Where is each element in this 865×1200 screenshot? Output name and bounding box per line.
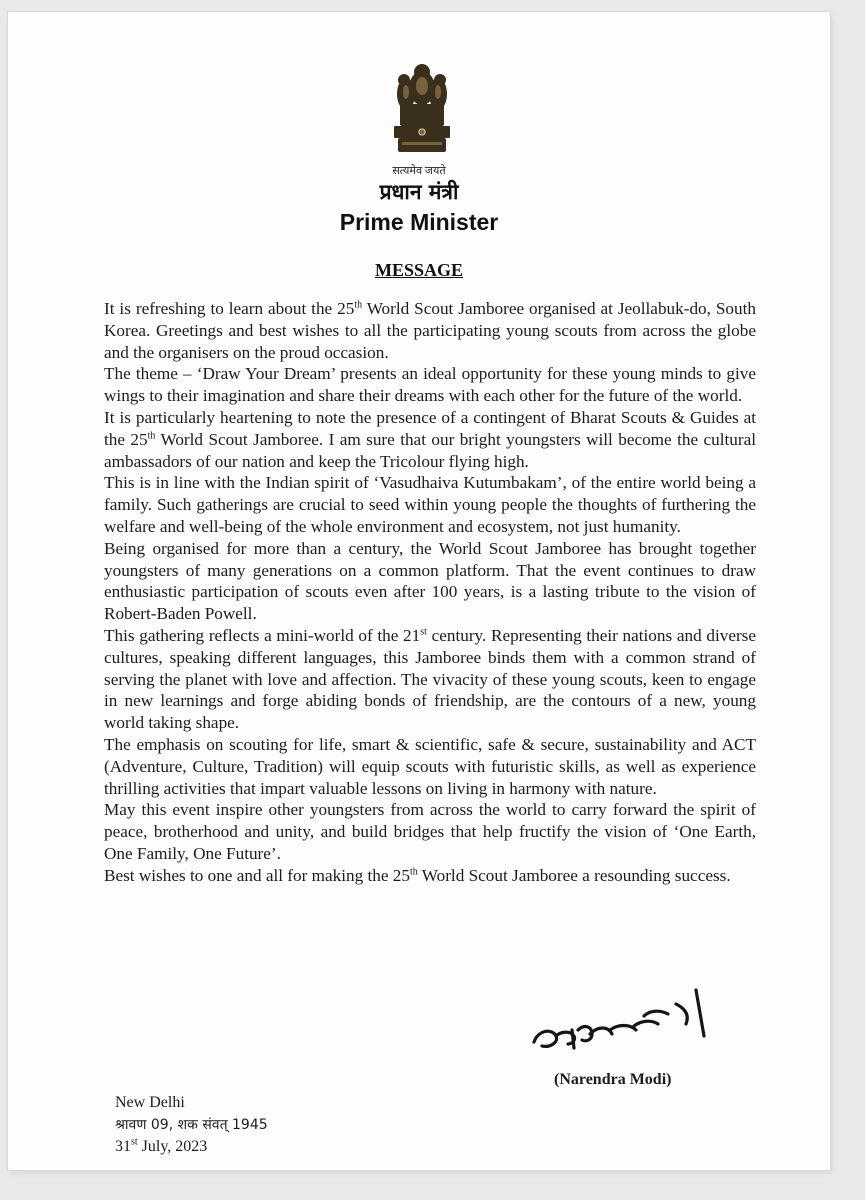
- message-paragraph: [104, 625, 756, 734]
- paragraph-text: This is in line with the Indian spirit of ‘Vasudhaiva Kutumbakam’, of the entire world being a family. Such gatherings are crucial to seed within young people the thoughts of furthering the welfare and well-being of the whole environment and ecosystem, not just humanity.: [104, 473, 756, 536]
- paragraph-text: The emphasis on scouting for life, smart & scientific, safe & secure, sustainability and ACT (Adventure, Culture, Tradition) will equip scouts with futuristic skills, as well as experience thrilling activities that impart valuable lessons on living in harmony with nature.: [104, 734, 756, 798]
- paragraph-text: World Scout Jamboree. I am sure that our bright youngsters will become the cultural ambassadors of our nation and keep the Tricolour flying high.: [104, 429, 757, 471]
- paragraph-text: The theme – ‘Draw Your Dream’ presents an ideal opportunity for these young minds to give wings to their imagination and share their dreams with each other for the future of the world.: [104, 364, 756, 406]
- title-english: Prime Minister: [339, 209, 499, 235]
- paragraph-text: World Scout Jamboree organised at Jeollabuk-do, South Korea. Greetings and best wishes to all the participating young scouts from across the globe and the organisers on the proud occasion.: [104, 299, 756, 362]
- paragraph-text: century. Representing their nations and diverse cultures, speaking different languages, this Jamboree binds them with a common strand of serving the planet with love and affection. The vivacity of these young scouts, keen to engage in new learnings and forge abiding bonds of friendship, are the contours of a new, young world taking shape.: [104, 625, 756, 733]
- ordinal-suffix: th: [354, 299, 363, 311]
- date-rest: July, 2023: [137, 1138, 208, 1155]
- paragraph-text: Being organised for more than a century, the World Scout Jamboree has brought together youngsters of many generations on a common platform. That the event continues to draw enthusiastic participation of scouts even after 100 years, is a lasting tribute to the vision of Robert-Baden Powell.: [104, 538, 756, 624]
- message-paragraph: [104, 865, 756, 887]
- ordinal-suffix: th: [147, 430, 156, 442]
- title-hindi: प्रधान मंत्री: [379, 180, 459, 204]
- hindi-date-line: श्रावण 09, शक संवत् 1945: [115, 1117, 268, 1133]
- message-paragraph: [104, 298, 756, 363]
- ordinal-suffix: st: [420, 626, 427, 638]
- message-paragraph: [104, 799, 756, 864]
- date-day: 31: [115, 1138, 131, 1155]
- paragraph-text: It is particularly heartening to note the presence of a contingent of Bharat Scouts & Guides at the 25: [104, 407, 756, 449]
- message-heading: MESSAGE: [374, 260, 464, 280]
- place-and-date: [115, 1092, 268, 1158]
- place-line: New Delhi: [115, 1094, 185, 1111]
- handwritten-signature: [526, 980, 726, 1070]
- paragraph-text: World Scout Jamboree a resounding success.: [417, 865, 731, 885]
- paragraph-text: Best wishes to one and all for making the 25: [104, 865, 410, 885]
- message-paragraph: [104, 407, 756, 472]
- signatory-name: (Narendra Modi): [554, 1071, 672, 1088]
- message-paragraph: [104, 734, 756, 799]
- date-suffix: st: [131, 1136, 138, 1148]
- emblem-motto: सत्यमेव जयते: [392, 165, 446, 177]
- message-body: [104, 298, 756, 887]
- paragraph-text: May this event inspire other youngsters from across the world to carry forward the spirit of peace, brotherhood and unity, and build bridges that help fructify the vision of ‘One Earth, One Family, One Future’.: [104, 800, 756, 863]
- ordinal-suffix: th: [409, 865, 418, 877]
- message-paragraph: [104, 472, 756, 537]
- national-emblem-icon: [386, 60, 458, 160]
- paragraph-text: This gathering reflects a mini-world of the 21: [104, 625, 421, 645]
- document-page: [8, 12, 830, 1170]
- paragraph-text: It is refreshing to learn about the 25: [104, 299, 355, 318]
- message-paragraph: [104, 363, 756, 407]
- english-date-line: [115, 1136, 268, 1158]
- message-paragraph: [104, 538, 756, 625]
